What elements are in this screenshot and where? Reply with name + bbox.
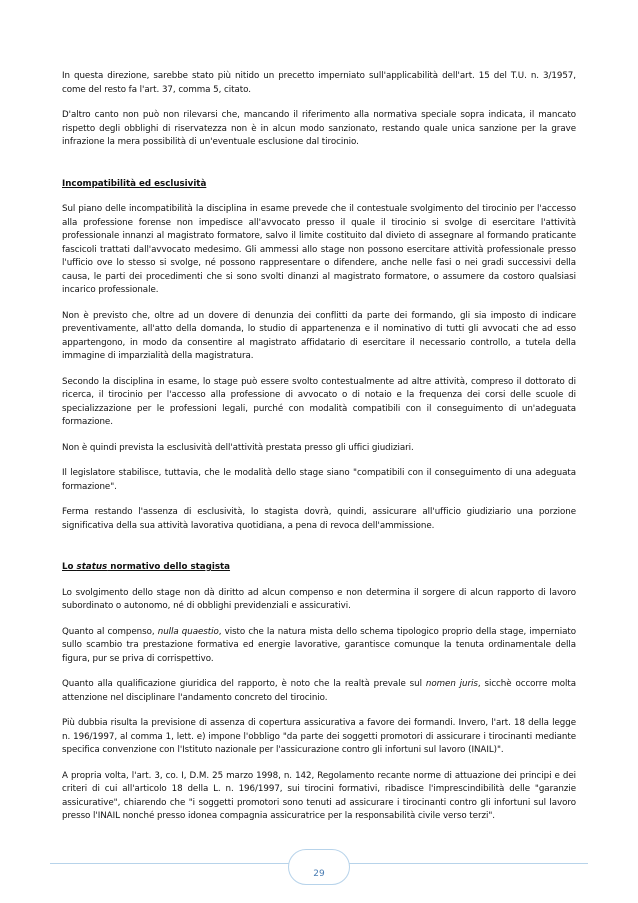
heading-italic: status	[76, 562, 108, 572]
paragraph: D'altro canto non può non rilevarsi che, mancando il riferimento alla normativa speciale sopra indicata, il mancato rispetto degli obblighi di riservatezza non è in alcun modo sanzionato, restando quale unica sanzione per la grave infrazione la mera possibilità di un'eventuale esclusione dal tirocinio.	[62, 110, 576, 147]
text-run: Quanto alla qualificazione giuridica del rapporto, è noto che la realtà prevale sul	[62, 679, 426, 689]
paragraph: In questa direzione, sarebbe stato più nitido un precetto imperniato sull'applicabilità dell'art. 15 del T.U. n. 3/1957, come del resto fa l'art. 37, comma 5, citato.	[62, 71, 576, 95]
paragraph: Il legislatore stabilisce, tuttavia, che le modalità dello stage siano "compatibili con il conseguimento di una adeguata formazione".	[62, 468, 576, 492]
italic-term: nomen juris	[425, 679, 478, 689]
paragraph: Non è quindi prevista la esclusività dell'attività prestata presso gli uffici giudiziari.	[62, 442, 414, 453]
italic-term: nulla quaestio	[157, 626, 219, 637]
paragraph	[62, 678, 576, 705]
paragraph: Sul piano delle incompatibilità la disciplina in esame prevede che il contestuale svolgimento del tirocinio per l'accesso alla professione forense non impedisce all'avvocato presso il quale il tirocinio si svolge di esercitare l'attività professionale innanzi al magistrato formatore, salvo il limite costituito dal divieto di assegnare al formando praticante fascicoli trattati dall'avvocato medesimo. Gli ammessi allo stage non possono esercitare attività professionale presso l'ufficio ove lo stesso si svolge, né possono rappresentare o difendere, anche nelle fasi o nei gradi successivi della causa, le parti dei procedimenti che si sono svolti dinanzi al magistrato formatore, o assumere da costoro qualsiasi incarico professionale.	[62, 204, 576, 295]
paragraph: A propria volta, l'art. 3, co. I, D.M. 25 marzo 1998, n. 142, Regolamento recante norme di attuazione dei principi e dei criteri di cui all'articolo 18 della L. n. 196/1997, sui tirocini formativi, ribadisce l'imprescindibilità delle "garanzie assicurative", chiarendo che "i soggetti promotori sono tenuti ad assicurare i tirocinanti contro gli infortuni sul lavoro presso l'INAIL nonché presso idonea compagnia assicuratrice per la responsabilità civile verso terzi".	[62, 770, 576, 821]
document-page	[62, 70, 576, 836]
heading-part: normativo dello stagista	[107, 562, 231, 572]
text-run: Quanto al compenso,	[62, 626, 158, 637]
paragraph	[62, 626, 576, 667]
paragraph: Ferma restando l'assenza di esclusività, lo stagista dovrà, quindi, assicurare all'ufficio giudiziario una porzione significativa della sua attività lavorativa quotidiana, a pena di revoca dell'ammissione.	[62, 507, 576, 531]
page-footer	[0, 845, 638, 889]
page-number-badge	[288, 849, 350, 885]
section-heading: Incompatibilità ed esclusività	[62, 178, 207, 189]
page-number: 29	[313, 869, 325, 879]
heading-part: Lo	[62, 562, 77, 572]
paragraph: Più dubbia risulta la previsione di assenza di copertura assicurativa a favore dei formandi. Invero, l'art. 18 della legge n. 196/1997, al comma 1, lett. e) impone l'obbligo "da parte dei soggetti promotori di assicurare i tirocinanti mediante specifica convenzione con l'Istituto nazionale per l'assicurazione contro gli infortuni sul lavoro (INAIL)".	[62, 718, 576, 755]
paragraph: Secondo la disciplina in esame, lo stage può essere svolto contestualmente ad altre attività, compreso il dottorato di ricerca, il tirocinio per l'accesso alla professione di avvocato o di notaio e la frequenza dei corsi delle scuole di specializzazione per le professioni legali, purché con modalità compatibili con il conseguimento di un'adeguata formazione.	[62, 376, 576, 427]
text-run: , visto che la natura mista dello schema tipologico proprio della stage, imperniato sullo scambio tra prestazione formativa ed energie lavorative, garantisce comunque la tenuta ordinamentale della figura, pur se priva di corrispettivo.	[62, 626, 577, 664]
section-heading	[62, 561, 576, 575]
text-run: , sicchè occorre molta attenzione nel disciplinare l'andamento concreto del tirocinio.	[62, 679, 577, 703]
paragraph: Non è previsto che, oltre ad un dovere di denunzia dei conflitti da parte dei formando, gli sia imposto di indicare preventivamente, all'atto della domanda, lo studio di appartenenza e il nominativo di tutti gli avvocati che ad esso appartengono, in modo da consentire al magistrato affidatario di esercitare il necessario controllo, a tutela della immagine di imparzialità della magistratura.	[62, 310, 576, 361]
paragraph: Lo svolgimento dello stage non dà diritto ad alcun compenso e non determina il sorgere di alcun rapporto di lavoro subordinato o autonomo, né di obblighi previdenziali e assicurativi.	[62, 587, 576, 611]
